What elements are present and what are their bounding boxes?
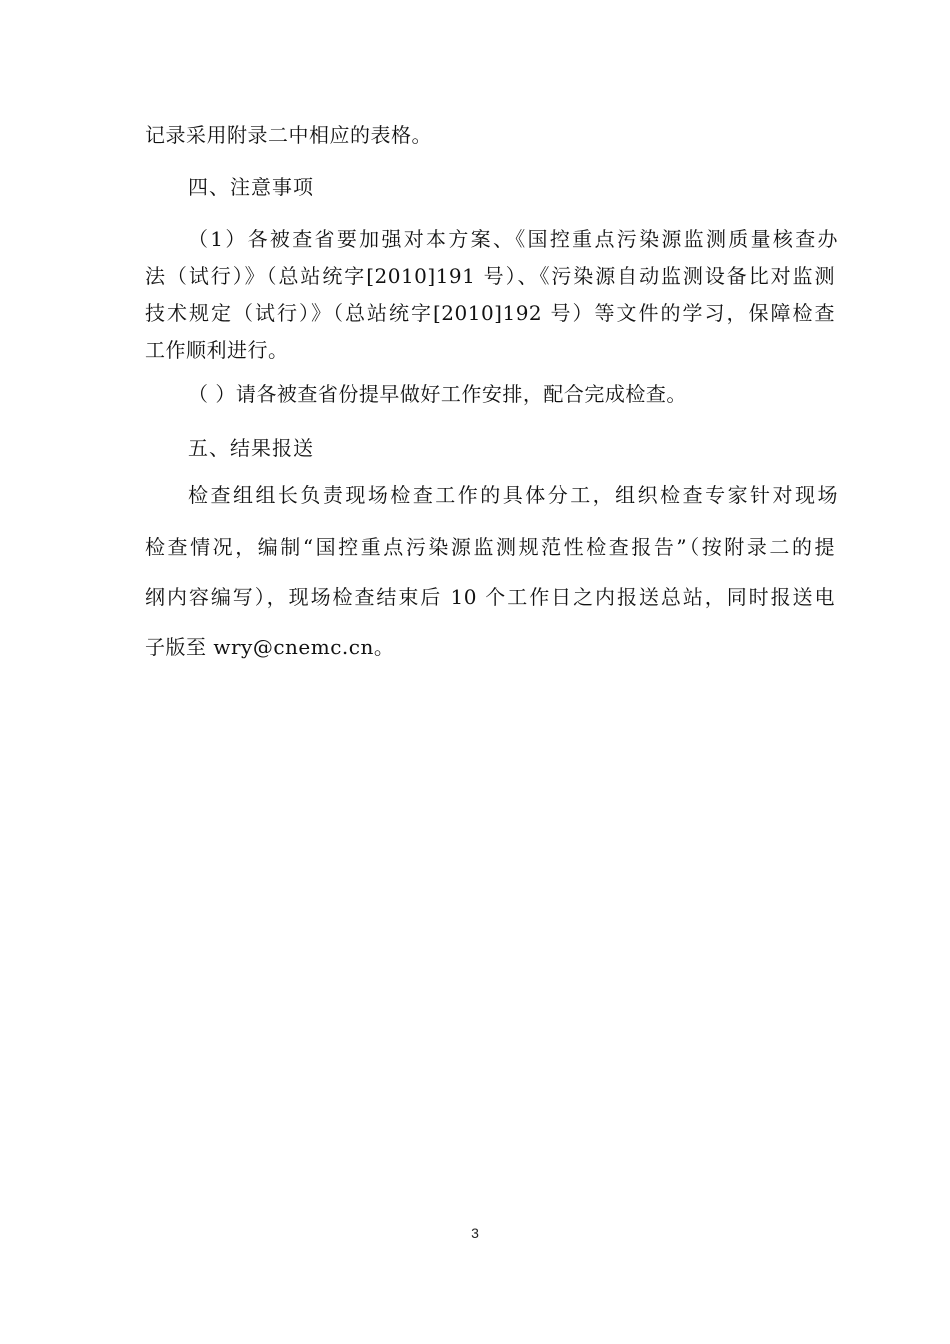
notes-item-2: （ ）请各被查省份提早做好工作安排，配合完成检查。 [188, 382, 687, 406]
results-paragraph-line-1: 检查组组长负责现场检查工作的具体分工，组织检查专家针对现场 [188, 483, 838, 507]
results-paragraph-line-4: 子版至 wry@cnemc.cn。 [145, 635, 395, 659]
notes-item-1-line-3: 技术规定（试行）》（总站统字[2010]192 号）等文件的学习，保障检查 [145, 301, 835, 325]
section-heading-results: 五、结果报送 [188, 436, 314, 460]
notes-item-1-line-4: 工作顺利进行。 [145, 338, 289, 362]
results-paragraph-line-2: 检查情况，编制“国控重点污染源监测规范性检查报告”（按附录二的提 [145, 535, 835, 559]
notes-item-1-line-1: （1）各被查省要加强对本方案、《国控重点污染源监测质量核查办 [188, 227, 838, 251]
results-paragraph-line-3: 纲内容编写），现场检查结束后 10 个工作日之内报送总站，同时报送电 [145, 585, 835, 609]
page-number: 3 [471, 1225, 479, 1241]
text-line-attachment-note: 记录采用附录二中相应的表格。 [145, 123, 432, 147]
section-heading-notes: 四、注意事项 [188, 175, 314, 199]
notes-item-1-line-2: 法（试行）》（总站统字[2010]191 号）、《污染源自动监测设备比对监测 [145, 264, 835, 288]
